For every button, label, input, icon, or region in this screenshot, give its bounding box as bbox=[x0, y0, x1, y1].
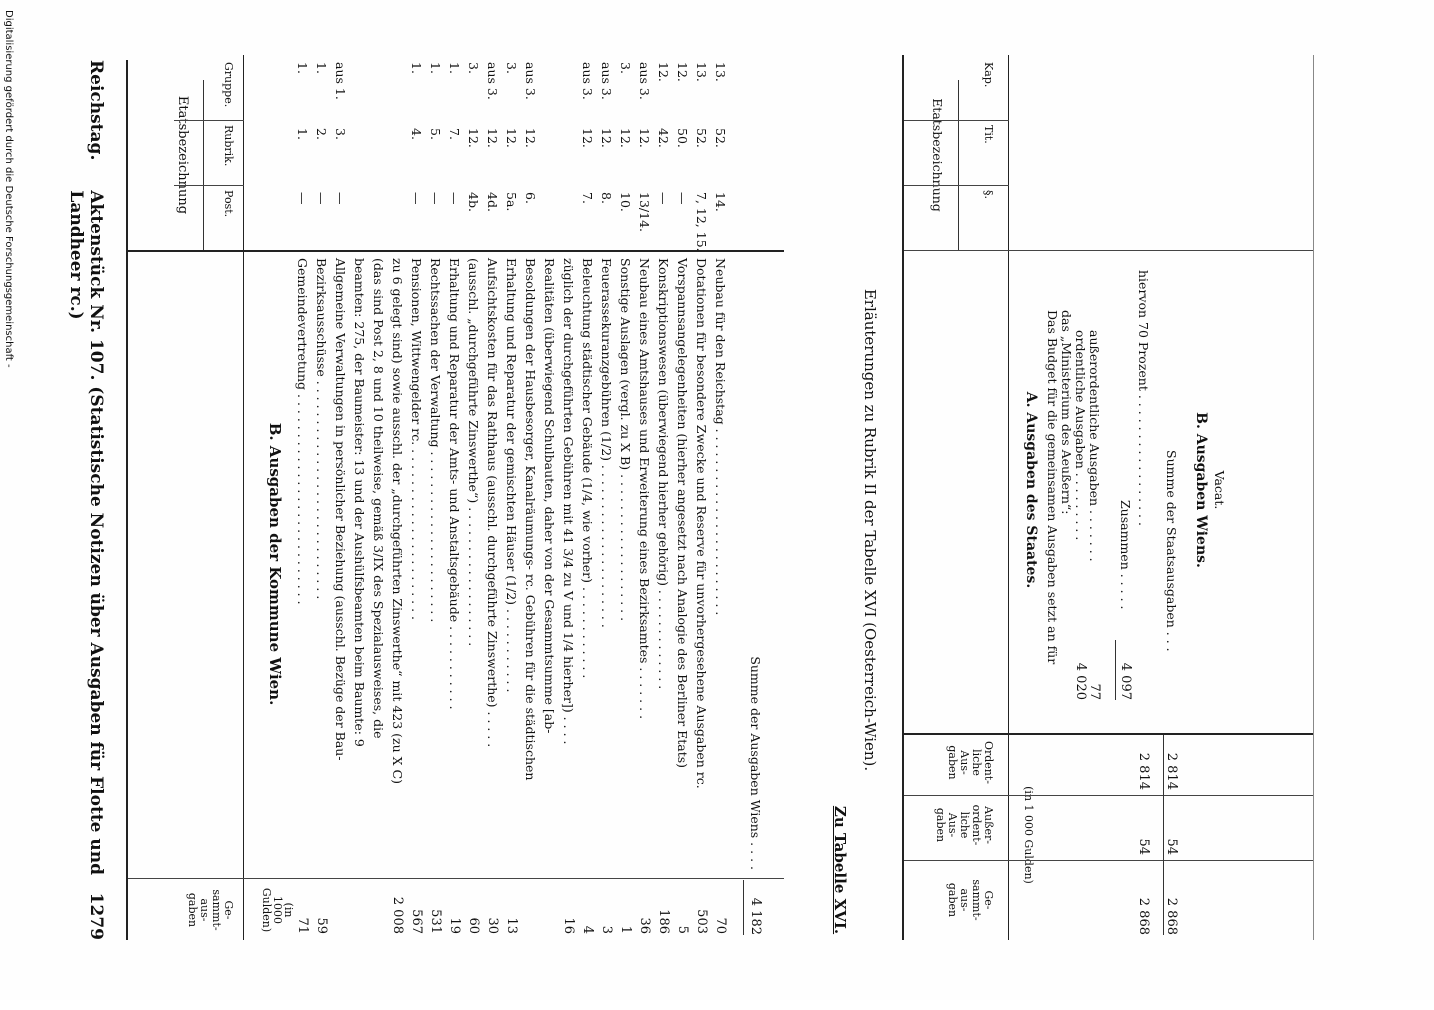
table2-header-rule bbox=[1008, 55, 1009, 940]
row-value: 503 bbox=[694, 909, 709, 934]
table1-etats-header: Etatsbezeichnung bbox=[175, 95, 190, 215]
row-rubrik: 12. bbox=[580, 128, 595, 148]
row-text: Erhaltung und Reparatur der gemischten Häuser (1/2) . . . . . . . . . . . bbox=[504, 258, 519, 693]
section-a-line3-value: 4 020 bbox=[1073, 662, 1088, 700]
section-a-line3: ordentliche Ausgaben . . . . . . . . . bbox=[1073, 330, 1088, 541]
row-gruppe: 12. bbox=[675, 62, 690, 82]
row-gruppe: 12. bbox=[656, 62, 671, 82]
table1-section-title: B. Ausgaben der Kommune Wien. bbox=[266, 422, 284, 706]
row-rubrik: 52. bbox=[694, 128, 709, 148]
row-text: beamten: 275, der Baumeister: 13 und der Aushülfsbeamten beim Baumte: 9 bbox=[352, 258, 367, 747]
row-gruppe: aus 3. bbox=[580, 62, 595, 100]
table2-col-rule-4 bbox=[904, 733, 1314, 735]
header-title: Aktenstück Nr. 107. (Statistische Notizen über Ausgaben für Flotte und Landheer rc.) bbox=[66, 190, 106, 876]
row-rubrik: 12. bbox=[523, 128, 538, 148]
row-post: 8. bbox=[599, 192, 614, 204]
row-value: 2 008 bbox=[390, 896, 405, 934]
col-ordentliche: Ordent- liche Aus- gaben bbox=[946, 740, 995, 785]
header-left: Reichstag. bbox=[86, 60, 106, 161]
row-text: (das sind Post 2, 8 und 10 theilweise, gemäß 3/IX des Spezialausweises, die bbox=[371, 258, 386, 739]
row-rubrik: 1. bbox=[295, 128, 310, 140]
row-post: — bbox=[333, 192, 348, 205]
row-post: — bbox=[314, 192, 329, 205]
row-rubrik: 12. bbox=[618, 128, 633, 148]
row-rubrik: 12. bbox=[485, 128, 500, 148]
row-text: Neubau eines Amtshauses und Erweiterung eines Bezirksamtes . . . . . . . bbox=[637, 258, 652, 720]
row-post: 7, 12, 15. bbox=[694, 192, 709, 252]
table2-etats-header: Etatsbezeichnung bbox=[930, 98, 945, 212]
col-kap: Kap. bbox=[982, 62, 995, 88]
row-rubrik: 12. bbox=[504, 128, 519, 148]
table2-col-rule-3 bbox=[904, 250, 1314, 251]
section-a-line4-value: 77 bbox=[1087, 683, 1102, 700]
row-value: 186 bbox=[656, 909, 671, 934]
section-b-title: B. Ausgaben Wiens. bbox=[1193, 412, 1209, 568]
table2-unit: (in 1 000 Gulden) bbox=[1022, 786, 1035, 884]
digitization-footer: Digitalisierung gefördert durch die Deutsche Forschungsgemeinschaft - bbox=[3, 10, 14, 368]
section-a-line1: Das Budget für die gemeinsamen Ausgaben setzt an für bbox=[1045, 310, 1060, 665]
row-value: 70 bbox=[713, 917, 728, 934]
row-gruppe: 3. bbox=[504, 62, 519, 74]
row-post: 6. bbox=[523, 192, 538, 204]
row-rubrik: 42. bbox=[656, 128, 671, 148]
table1-header-divider bbox=[203, 80, 204, 250]
col-rubrik: Rubrik. bbox=[222, 125, 235, 167]
row-gruppe: 1. bbox=[428, 62, 443, 74]
row-gruppe: aus 3. bbox=[485, 62, 500, 100]
row-value: 13 bbox=[504, 917, 519, 934]
row-text: Gemeindevertretung . . . . . . . . . . . . . . . . . . . . . . . . . . . bbox=[295, 258, 310, 605]
row-text: (ausschl. „durchgeführte Zinswerthe“) . . . . . . . . . . . . . . . . . . bbox=[466, 258, 481, 647]
col-gesammt2: Ge- sammt- aus- gaben bbox=[946, 879, 995, 921]
section-a-zusammen: Zusammen . . . . . bbox=[1118, 500, 1133, 610]
row-value: 19 bbox=[447, 917, 462, 934]
table2-header-divider bbox=[958, 80, 959, 250]
row-value: 531 bbox=[428, 909, 443, 934]
table2-title: Erläuterungen zu Rubrik II der Tabelle XVI (Oesterreich-Wien). bbox=[861, 288, 879, 772]
row-post: 14. bbox=[713, 192, 728, 212]
row-text: Rechtssachen der Verwaltung . . . . . . . . . . . . . . . . . . . . . . bbox=[428, 258, 443, 623]
col-tit: Tit. bbox=[982, 125, 995, 144]
section-b-vacat: Vacat. bbox=[1212, 470, 1227, 510]
page-header bbox=[66, 60, 106, 940]
row-post: — bbox=[447, 192, 462, 205]
row-post: — bbox=[675, 192, 690, 205]
row-value: 16 bbox=[561, 917, 576, 934]
row-value: 4 bbox=[580, 925, 595, 934]
row-text: zu 6 gelegt sind) sowie ausschl. der „durchgeführten Zinswerthe“ mit 423 (zu X C) bbox=[390, 258, 405, 784]
row-text: Dotationen für besondere Zwecke und Reserve für unvorhergesehene Ausgaben rc. bbox=[694, 258, 709, 789]
section-a-title: A. Ausgaben des Staates. bbox=[1023, 391, 1039, 589]
row-post: 10. bbox=[618, 192, 633, 212]
row-rubrik: 52. bbox=[713, 128, 728, 148]
row-gruppe: 1. bbox=[295, 62, 310, 74]
section-a-ges-value: 2 868 bbox=[1136, 897, 1151, 935]
table1-sum-label: Summe der Ausgaben Wiens . . . . bbox=[748, 656, 763, 870]
row-post: — bbox=[409, 192, 424, 205]
row-gruppe: aus 3. bbox=[599, 62, 614, 100]
row-gruppe: 1. bbox=[314, 62, 329, 74]
row-rubrik: 3. bbox=[333, 128, 348, 140]
row-rubrik: 12. bbox=[637, 128, 652, 148]
header-rule bbox=[126, 60, 128, 940]
row-gruppe: 3. bbox=[466, 62, 481, 74]
table1-top-rule bbox=[243, 55, 244, 940]
table1-sum-value: 4 182 bbox=[748, 897, 763, 935]
row-gruppe: 13. bbox=[713, 62, 728, 82]
section-a-line4: außerordentliche Ausgaben . . . . . . . bbox=[1087, 330, 1102, 562]
row-value: 5 bbox=[675, 925, 690, 934]
row-value: 3 bbox=[599, 925, 614, 934]
section-a-line2: das „Ministerium des Aeußern“: bbox=[1059, 310, 1074, 515]
row-gruppe: aus 3. bbox=[637, 62, 652, 100]
row-value: 71 bbox=[295, 917, 310, 934]
row-rubrik: 2. bbox=[314, 128, 329, 140]
table2-section-heading: Zu Tabelle XVI. bbox=[831, 805, 849, 935]
row-text: Pensionen, Wittwengelder rc. . . . . . . . . . . . . . . . . . . . . . . bbox=[409, 258, 424, 621]
table2-col-rule-6 bbox=[904, 860, 1314, 861]
row-post: 4d. bbox=[485, 192, 500, 212]
row-text: Realitäten (überwiegend Schulbauten, daher von der Gesammtsumme [ab- bbox=[542, 258, 557, 734]
row-value: 60 bbox=[466, 917, 481, 934]
table1-sum-rule bbox=[743, 880, 744, 935]
row-post: — bbox=[428, 192, 443, 205]
table1-col-rule-2 bbox=[174, 185, 244, 186]
header-page-number: 1279 bbox=[86, 892, 106, 940]
row-gruppe: aus 3. bbox=[523, 62, 538, 100]
section-a-sum-ord: 2 814 bbox=[1164, 752, 1179, 790]
section-a-ord-value: 2 814 bbox=[1136, 752, 1151, 790]
row-text: Beleuchtung städtischer Gebäude (1/4, wie vorher) . . . . . . . . . . . . bbox=[580, 258, 595, 679]
row-text: Vorspannsangelegenheiten (hierher angesetzt nach Analogie des Berliner Etats) bbox=[675, 258, 690, 769]
table2-col-rule-1 bbox=[904, 120, 1009, 121]
row-gruppe: 13. bbox=[694, 62, 709, 82]
row-value: 30 bbox=[485, 917, 500, 934]
col-par: §. bbox=[982, 190, 995, 199]
row-gruppe: 1. bbox=[409, 62, 424, 74]
table2-col-rule-5 bbox=[904, 795, 1314, 796]
row-rubrik: 5. bbox=[428, 128, 443, 140]
row-text: Allgemeine Verwaltungen in persönlicher Beziehung (ausschl. Bezüge der Bau- bbox=[333, 258, 348, 761]
row-gruppe: 1. bbox=[447, 62, 462, 74]
row-post: 13/14. bbox=[637, 192, 652, 232]
row-value: 1 bbox=[618, 925, 633, 934]
table2-bottom-rule bbox=[1313, 55, 1314, 940]
row-text: Sonstige Auslagen (vergl. zu X B) . . . . . . . . . . . . . . . . . . . bbox=[618, 258, 633, 622]
row-post: 5a. bbox=[504, 192, 519, 212]
table1-col-rule-4 bbox=[128, 878, 784, 879]
row-value: 36 bbox=[637, 917, 652, 934]
row-rubrik: 4. bbox=[409, 128, 424, 140]
section-a-zusammen-value: 4 097 bbox=[1118, 662, 1133, 700]
unit-label: (in 1000 Gulden) bbox=[260, 887, 295, 933]
col-ausserordentliche: Außer- ordent- liche Aus- gaben bbox=[934, 804, 995, 846]
row-rubrik: 7. bbox=[447, 128, 462, 140]
row-value: 59 bbox=[314, 917, 329, 934]
row-text: züglich der durchgeführten Gebühren mit 41 3/4 zu V und 1/4 hierher]) . . . . bbox=[561, 258, 576, 745]
row-text: Aufsichtskosten für das Rathhaus (ausschl. durchgeführte Zinswerthe) . . . . . bbox=[485, 258, 500, 748]
row-text: Erhaltung und Reparatur der Amts- und Anstaltsgebäude . . . . . . . . . . . bbox=[447, 258, 462, 710]
table2-col-rule-2 bbox=[904, 185, 1009, 186]
section-a-sum-ges: 2 868 bbox=[1164, 897, 1179, 935]
row-post: 7. bbox=[580, 192, 595, 204]
row-text: Feuerassekuranzgebühren (1/2) . . . . . . . . . . . . . . . . . . . . . bbox=[599, 258, 614, 628]
row-post: — bbox=[656, 192, 671, 205]
table1-col-rule-3 bbox=[128, 250, 784, 252]
row-post: 4b. bbox=[466, 192, 481, 212]
section-a-zus-rule bbox=[1115, 640, 1116, 700]
col-post: Post. bbox=[222, 190, 235, 218]
row-text: Neubau für den Reichstag . . . . . . . . . . . . . . . . . . . . . . . . bbox=[713, 258, 728, 616]
row-text: Konskriptionswesen (überwiegend hierher gehörig) . . . . . . . . . . . . . bbox=[656, 258, 671, 690]
row-rubrik: 12. bbox=[466, 128, 481, 148]
table1-col-rule-1 bbox=[174, 120, 244, 121]
row-text: Bezirksausschüsse . . . . . . . . . . . . . . . . . . . . . . . . . . . . bbox=[314, 258, 329, 600]
row-gruppe: aus 1. bbox=[333, 62, 348, 100]
table2-top-rule bbox=[902, 55, 904, 940]
section-a-auss-value: 54 bbox=[1136, 838, 1151, 855]
row-text: Besoldungen der Hausbesorger, Kanalräumungs- rc. Gebühren für die städtischen bbox=[523, 258, 538, 781]
section-a-hiervon: hiervon 70 Prozent . . . . . . . . . . . . . . . . . bbox=[1136, 270, 1151, 526]
row-value: 567 bbox=[409, 909, 424, 934]
section-a-sum-auss: 54 bbox=[1164, 838, 1179, 855]
col-gesammt-header: Ge- sammt- aus- gaben bbox=[186, 889, 235, 931]
row-rubrik: 50. bbox=[675, 128, 690, 148]
row-gruppe: 3. bbox=[618, 62, 633, 74]
row-rubrik: 12. bbox=[599, 128, 614, 148]
col-gruppe: Gruppe. bbox=[222, 62, 235, 108]
section-a-sum-label: Summe der Staatsausgaben . . . bbox=[1164, 450, 1179, 652]
row-post: — bbox=[295, 192, 310, 205]
